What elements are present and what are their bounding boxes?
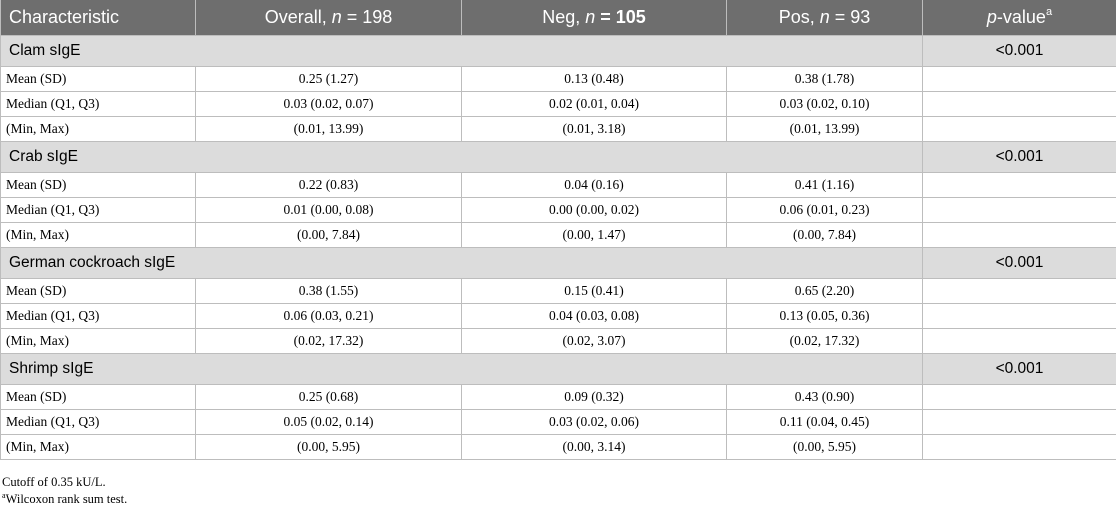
group-row-crab xyxy=(1,142,1116,173)
row-label: Mean (SD) xyxy=(1,67,196,92)
table-row xyxy=(1,410,1116,435)
cell-pos: 0.41 (1.16) xyxy=(727,173,923,198)
table-row xyxy=(1,173,1116,198)
cell-pos: 0.38 (1.78) xyxy=(727,67,923,92)
row-label: Median (Q1, Q3) xyxy=(1,92,196,117)
group-row-shrimp xyxy=(1,354,1116,385)
row-label: Mean (SD) xyxy=(1,279,196,304)
table-row xyxy=(1,67,1116,92)
row-label: Mean (SD) xyxy=(1,385,196,410)
cell-pos: (0.00, 5.95) xyxy=(727,435,923,460)
cell-overall: (0.00, 7.84) xyxy=(196,223,462,248)
cell-overall: (0.01, 13.99) xyxy=(196,117,462,142)
table-row xyxy=(1,279,1116,304)
header-pos: Pos, n = 93 xyxy=(727,0,923,36)
row-label: Median (Q1, Q3) xyxy=(1,410,196,435)
cell-overall: 0.25 (1.27) xyxy=(196,67,462,92)
cell-pos: 0.13 (0.05, 0.36) xyxy=(727,304,923,329)
table-row xyxy=(1,304,1116,329)
group-name: German cockroach sIgE xyxy=(1,248,923,279)
table-row xyxy=(1,435,1116,460)
cell-p-value-empty xyxy=(923,385,1116,410)
header-overall: Overall, n = 198 xyxy=(196,0,462,36)
footnote-test-text: Wilcoxon rank sum test. xyxy=(5,492,128,506)
cell-pos: 0.43 (0.90) xyxy=(727,385,923,410)
table-row xyxy=(1,117,1116,142)
row-label: Median (Q1, Q3) xyxy=(1,304,196,329)
header-neg: Neg, n = 105 xyxy=(462,0,727,36)
group-row-german-cockroach xyxy=(1,248,1116,279)
row-label: (Min, Max) xyxy=(1,329,196,354)
cell-p-value-empty xyxy=(923,410,1116,435)
cell-neg: 0.03 (0.02, 0.06) xyxy=(462,410,727,435)
cell-pos: (0.02, 17.32) xyxy=(727,329,923,354)
group-name: Crab sIgE xyxy=(1,142,923,173)
cell-neg: 0.04 (0.16) xyxy=(462,173,727,198)
cell-pos: 0.06 (0.01, 0.23) xyxy=(727,198,923,223)
cell-p-value-empty xyxy=(923,304,1116,329)
header-p-value: p-value$^a$ xyxy=(923,0,1116,36)
footnote-cutoff: Cutoff of 0.35 kU/L. xyxy=(2,475,106,489)
group-p-value: <0.001 xyxy=(923,142,1116,173)
cell-neg: 0.15 (0.41) xyxy=(462,279,727,304)
cell-overall: 0.25 (0.68) xyxy=(196,385,462,410)
group-p-value: <0.001 xyxy=(923,36,1116,67)
cell-p-value-empty xyxy=(923,223,1116,248)
cell-neg: 0.02 (0.01, 0.04) xyxy=(462,92,727,117)
cell-neg: 0.09 (0.32) xyxy=(462,385,727,410)
cell-pos: (0.01, 13.99) xyxy=(727,117,923,142)
row-label: Mean (SD) xyxy=(1,173,196,198)
row-label: (Min, Max) xyxy=(1,117,196,142)
cell-p-value-empty xyxy=(923,92,1116,117)
cell-p-value-empty xyxy=(923,173,1116,198)
row-label: (Min, Max) xyxy=(1,435,196,460)
group-name: Clam sIgE xyxy=(1,36,923,67)
table-row xyxy=(1,385,1116,410)
footnote-test xyxy=(2,491,127,508)
group-p-value: <0.001 xyxy=(923,248,1116,279)
cell-neg: (0.01, 3.18) xyxy=(462,117,727,142)
header-row xyxy=(1,0,1116,36)
cell-overall: 0.22 (0.83) xyxy=(196,173,462,198)
table-row xyxy=(1,329,1116,354)
cell-neg: (0.02, 3.07) xyxy=(462,329,727,354)
cell-overall: 0.06 (0.03, 0.21) xyxy=(196,304,462,329)
cell-neg: (0.00, 3.14) xyxy=(462,435,727,460)
cell-pos: 0.65 (2.20) xyxy=(727,279,923,304)
cell-p-value-empty xyxy=(923,279,1116,304)
cell-neg: 0.13 (0.48) xyxy=(462,67,727,92)
cell-p-value-empty xyxy=(923,117,1116,142)
group-name: Shrimp sIgE xyxy=(1,354,923,385)
cell-p-value-empty xyxy=(923,198,1116,223)
cell-neg: 0.00 (0.00, 0.02) xyxy=(462,198,727,223)
cell-overall: 0.38 (1.55) xyxy=(196,279,462,304)
footnote-marker: a xyxy=(2,491,6,500)
cell-p-value-empty xyxy=(923,67,1116,92)
cell-pos: 0.11 (0.04, 0.45) xyxy=(727,410,923,435)
cell-neg: 0.04 (0.03, 0.08) xyxy=(462,304,727,329)
cell-overall: 0.01 (0.00, 0.08) xyxy=(196,198,462,223)
cell-overall: (0.00, 5.95) xyxy=(196,435,462,460)
group-row-clam xyxy=(1,36,1116,67)
table-row xyxy=(1,223,1116,248)
table-footnotes xyxy=(2,474,127,508)
cell-pos: 0.03 (0.02, 0.10) xyxy=(727,92,923,117)
header-characteristic: Characteristic xyxy=(1,0,196,36)
cell-p-value-empty xyxy=(923,329,1116,354)
cell-neg: (0.00, 1.47) xyxy=(462,223,727,248)
group-p-value: <0.001 xyxy=(923,354,1116,385)
cell-overall: (0.02, 17.32) xyxy=(196,329,462,354)
cell-pos: (0.00, 7.84) xyxy=(727,223,923,248)
cell-p-value-empty xyxy=(923,435,1116,460)
table-row xyxy=(1,198,1116,223)
row-label: Median (Q1, Q3) xyxy=(1,198,196,223)
row-label: (Min, Max) xyxy=(1,223,196,248)
table-row xyxy=(1,92,1116,117)
cell-overall: 0.05 (0.02, 0.14) xyxy=(196,410,462,435)
cell-overall: 0.03 (0.02, 0.07) xyxy=(196,92,462,117)
